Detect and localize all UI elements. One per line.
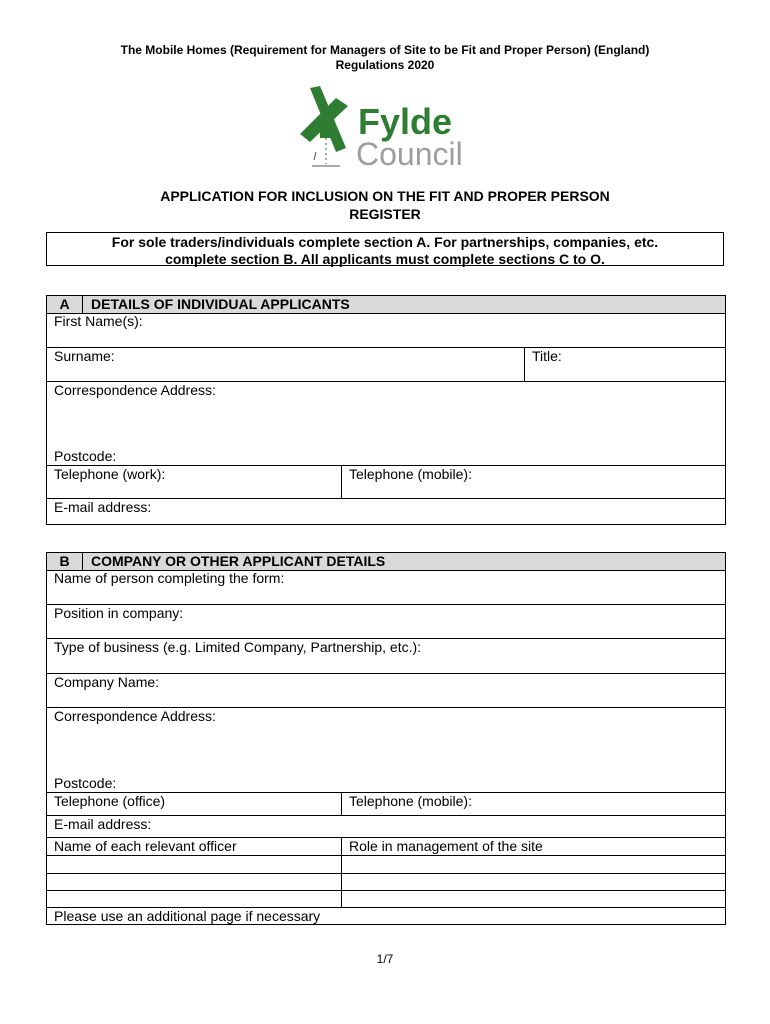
section-a-letter: A: [47, 296, 83, 313]
company-email-label: E-mail address:: [54, 816, 152, 832]
person-completing-label: Name of person completing the form:: [54, 570, 285, 586]
officer-name-cell[interactable]: [47, 874, 341, 890]
additional-page-note-row: [47, 908, 725, 924]
address-row[interactable]: [47, 382, 725, 466]
surname-row: [47, 348, 725, 382]
telephone-work-label[interactable]: Telephone (work):: [54, 466, 166, 482]
logo-word-fylde: Fylde: [358, 101, 453, 142]
email-label: E-mail address:: [54, 499, 152, 515]
email-row[interactable]: [47, 499, 725, 524]
officer-role-header: Role in management of the site: [341, 838, 725, 855]
company-telephone-mobile-label[interactable]: Telephone (mobile):: [341, 793, 725, 815]
officer-role-cell[interactable]: [341, 856, 725, 873]
logo-word-council: Council: [356, 136, 463, 172]
form-title-line1: APPLICATION FOR INCLUSION ON THE FIT AND PROPER PERSON: [160, 188, 610, 204]
company-name-label: Company Name:: [54, 674, 160, 690]
section-b-header: [47, 553, 725, 571]
officer-name-header: Name of each relevant officer: [54, 838, 237, 854]
section-b: [46, 552, 726, 925]
company-email-row[interactable]: [47, 816, 725, 838]
officer-name-cell[interactable]: [47, 891, 341, 907]
section-a: [46, 295, 726, 525]
section-b-letter: B: [47, 553, 83, 570]
officer-role-cell[interactable]: [341, 891, 725, 907]
company-address-label: Correspondence Address:: [54, 708, 216, 724]
officer-row: [47, 874, 725, 891]
company-address-row[interactable]: [47, 708, 725, 793]
officer-row: [47, 856, 725, 874]
first-name-row[interactable]: [47, 313, 725, 348]
instructions-line1: For sole traders/individuals complete section A. For partnerships, companies, etc.: [111, 234, 659, 250]
telephone-row: [47, 466, 725, 499]
officer-row: [47, 891, 725, 908]
company-postcode-label: Postcode:: [54, 775, 117, 791]
company-name-row[interactable]: [47, 674, 725, 708]
windmill-icon: [296, 86, 360, 174]
business-type-label: Type of business (e.g. Limited Company, Partnership, etc.):: [54, 639, 422, 655]
company-telephone-row: [47, 793, 725, 816]
title-label[interactable]: Title:: [524, 348, 725, 381]
surname-label[interactable]: Surname:: [54, 348, 115, 364]
section-a-title: DETAILS OF INDIVIDUAL APPLICANTS: [91, 296, 350, 312]
section-b-title: COMPANY OR OTHER APPLICANT DETAILS: [91, 553, 386, 569]
additional-page-note: Please use an additional page if necessary: [54, 908, 321, 924]
instructions-line2: complete section B. All applicants must complete sections C to O.: [165, 251, 605, 267]
address-label: Correspondence Address:: [54, 382, 216, 398]
officer-role-cell[interactable]: [341, 874, 725, 890]
telephone-office-label[interactable]: Telephone (office): [54, 793, 166, 809]
first-name-label: First Name(s):: [54, 313, 143, 329]
fylde-council-logo: [296, 86, 476, 174]
business-type-row[interactable]: [47, 639, 725, 674]
page-number: 1/7: [376, 952, 394, 966]
regulation-title-line2: Regulations 2020: [335, 58, 435, 72]
regulation-title-line1: The Mobile Homes (Requirement for Managers of Site to be Fit and Proper Person) (England): [120, 43, 650, 57]
officer-name-cell[interactable]: [47, 856, 341, 873]
section-a-header: [47, 296, 725, 314]
form-title-line2: REGISTER: [349, 206, 421, 222]
telephone-mobile-label[interactable]: Telephone (mobile):: [341, 466, 725, 498]
position-row[interactable]: [47, 605, 725, 639]
instructions-box: [46, 232, 724, 266]
postcode-label: Postcode:: [54, 448, 117, 464]
position-label: Position in company:: [54, 605, 184, 621]
person-completing-row[interactable]: [47, 570, 725, 605]
officer-header-row: [47, 838, 725, 856]
